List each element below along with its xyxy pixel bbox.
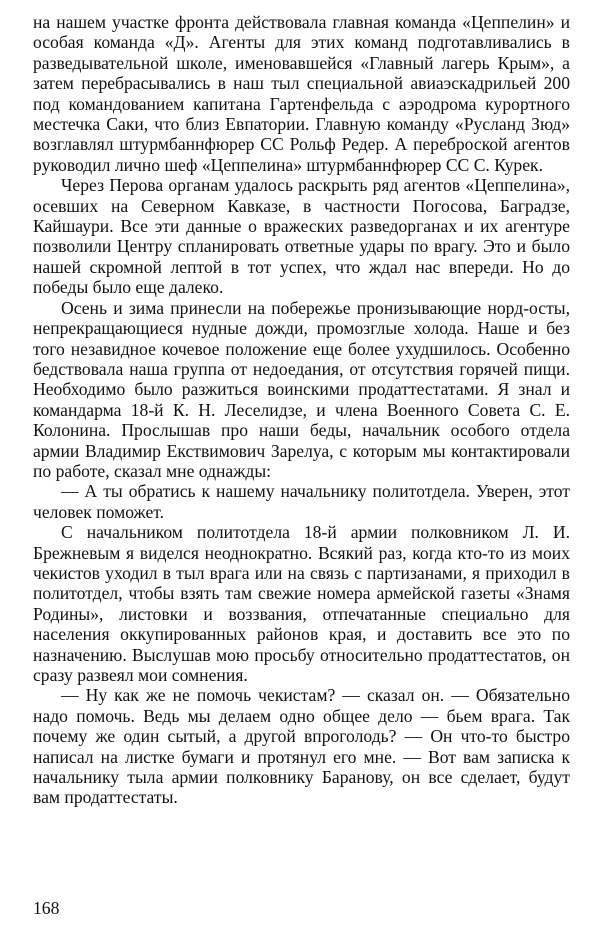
paragraph-1: на нашем участке фронта действовала главная команда «Цеппелин» и особая команда «Д». Агенты для этих команд подготавливались в разведывательной школе, именовавшейся «Главный лагерь Крым», а затем перебрасывались в наш тыл специальной авиаэскадрильей 200 под командованием капитана Гартенфельда с аэродрома курортного местечка Саки, что близ Евпатории. Главную команду «Русланд Зюд» возглавлял штурмбаннфюрер СС Рольф Редер. А переброской агентов руководил лично шеф «Цеппелина» штурмбаннфюрер СС С. Курек. xyxy=(33,12,570,175)
page-number: 168 xyxy=(33,898,60,918)
page-body xyxy=(33,12,570,808)
paragraph-6: — Ну как же не помочь чекистам? — сказал он. — Обязательно надо помочь. Ведь мы делаем одно общее дело — бьем врага. Так почему же один сытый, а другой впроголодь? — Он что-то быстро написал на листке бумаги и протянул его мне. — Вот вам записка к начальнику тыла армии полковнику Баранову, он все сделает, будут вам продаттестаты. xyxy=(33,685,570,808)
paragraph-5: С начальником политотдела 18-й армии полковником Л. И. Брежневым я виделся неоднократно. Всякий раз, когда кто-то из моих чекистов уходил в тыл врага или на связь с партизанами, я приходил в политотдел, чтобы взять там свежие номера армейской газеты «Знамя Родины», листовки и воззвания, отпечатанные специально для населения оккупированных районов края, и доставить все это по назначению. Выслушав мою просьбу относительно продаттестатов, он сразу развеял мои сомнения. xyxy=(33,522,570,685)
paragraph-4: — А ты обратись к нашему начальнику политотдела. Уверен, этот человек поможет. xyxy=(33,481,570,522)
paragraph-3: Осень и зима принесли на побережье пронизывающие норд-осты, непрекращающиеся нудные дожди, промозглые холода. Наше и без того незавидное кочевое положение еще более ухудшилось. Особенно бедствовала наша группа от недоедания, от отсутствия горячей пищи. Необходимо было разжиться воинскими продаттестатами. Я знал и командарма 18-й К. Н. Леселидзе, и члена Военного Совета С. Е. Колонина. Прослышав про наши беды, начальник особого отдела армии Владимир Екствимович Зарелуа, с которым мы контактировали по работе, сказал мне однажды: xyxy=(33,297,570,481)
paragraph-2: Через Перова органам удалось раскрыть ряд агентов «Цеппелина», осевших на Северном Кавказе, в частности Погосова, Баградзе, Кайшаури. Все эти данные о вражеских разведорганах и их агентуре позволили Центру спланировать ответные удары по врагу. Это и было нашей скромной лептой в тот успех, что ждал нас впереди. Но до победы было еще далеко. xyxy=(33,175,570,298)
